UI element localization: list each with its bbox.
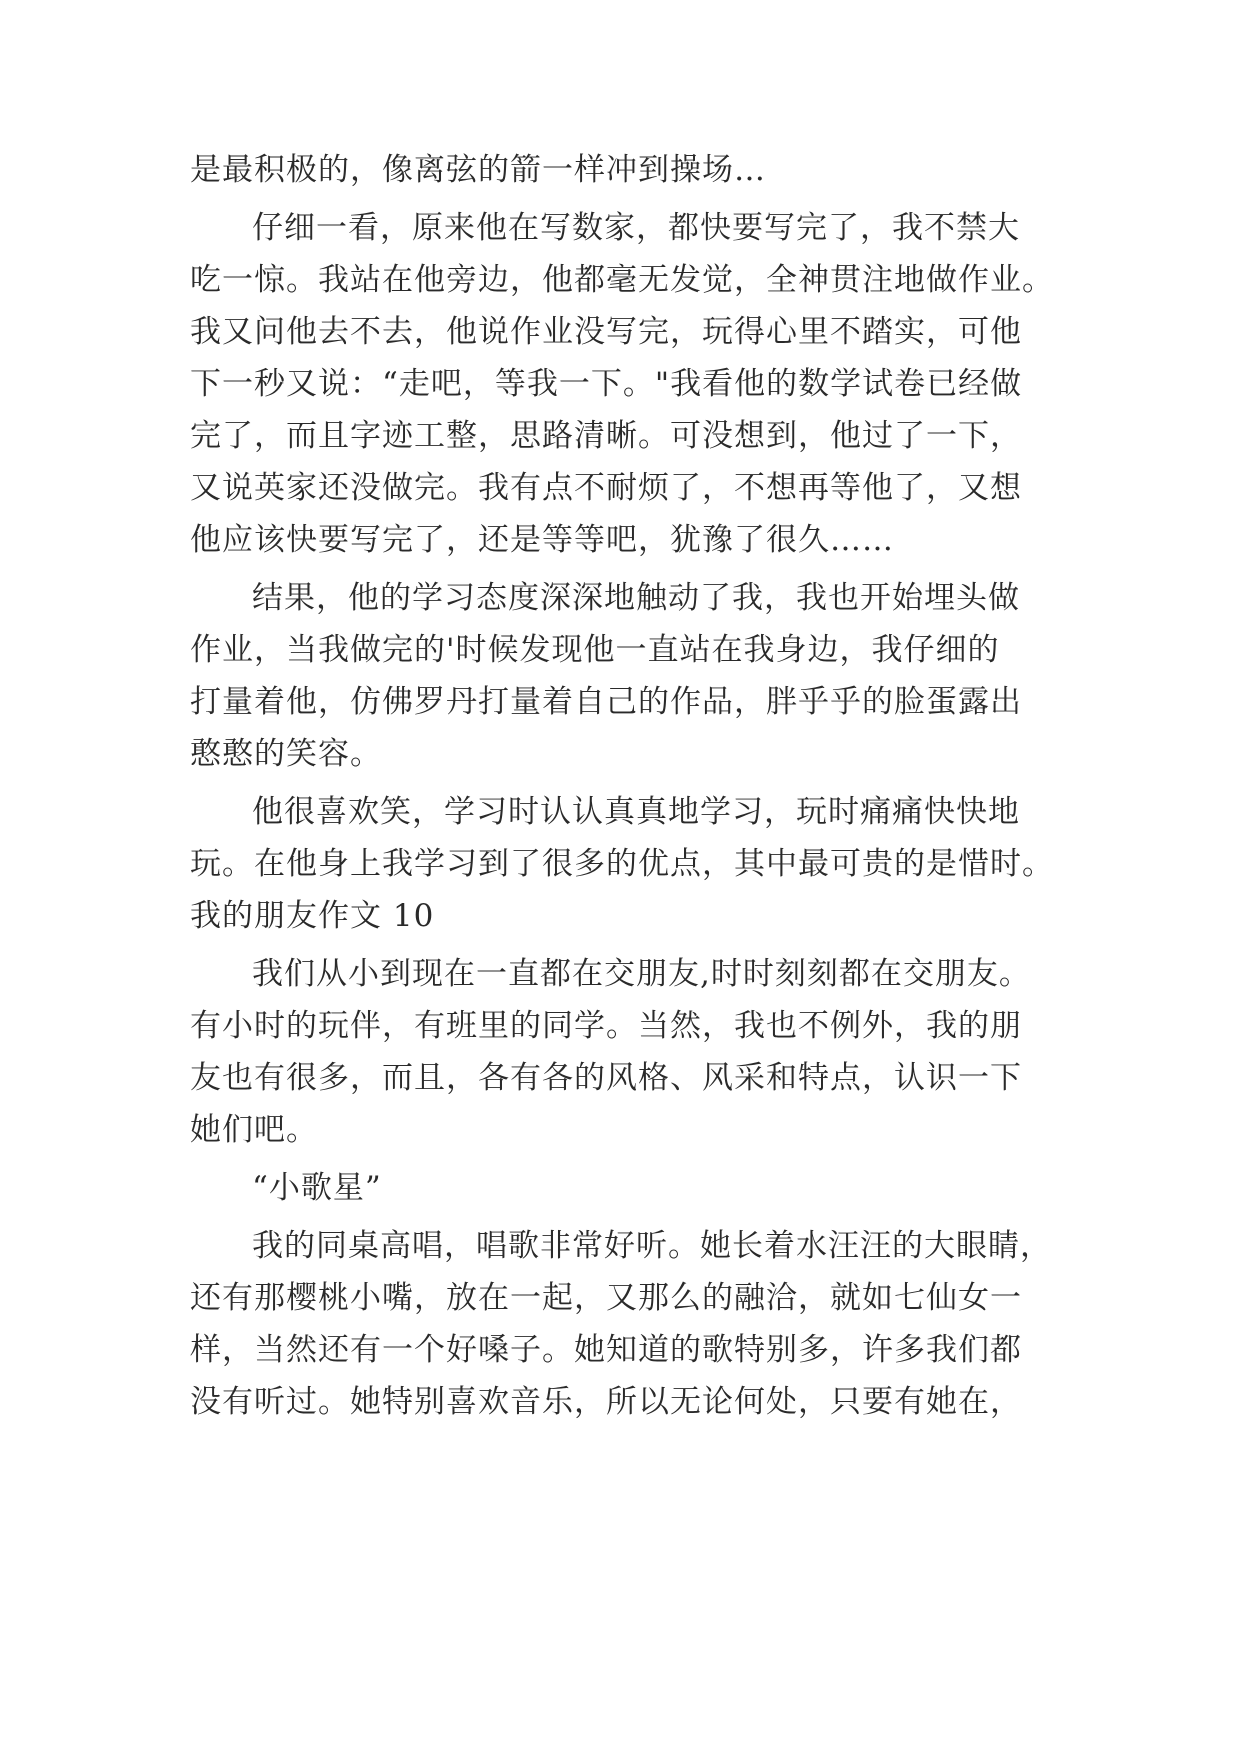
text-line: 打量着他，仿佛罗丹打量着自己的作品，胖乎乎的脸蛋露出 [190,684,1022,720]
text-line: 下一秒又说：“走吧，等我一下。"我看他的数学试卷已经做 [190,366,1023,402]
text-line: 作业，当我做完的'时候发现他一直站在我身边，我仔细的 [190,632,1000,668]
text-line: 又说英家还没做完。我有点不耐烦了，不想再等他了，又想 [190,470,1022,506]
text-line: 吃一惊。我站在他旁边，他都毫无发觉，全神贯注地做作业。 [190,262,1054,298]
text-line: 玩。在他身上我学习到了很多的优点，其中最可贵的是惜时。 [190,846,1054,882]
text-line: 我又问他去不去，他说作业没写完，玩得心里不踏实，可他 [190,314,1022,350]
text-line: 有小时的玩伴，有班里的同学。当然，我也不例外，我的朋 [190,1008,1022,1044]
text-line: 她们吧。 [190,1112,318,1148]
text-line: 还有那樱桃小嘴，放在一起，又那么的融洽，就如七仙女一 [190,1280,1022,1316]
text-line: 友也有很多，而且，各有各的风格、风采和特点，认识一下 [190,1060,1022,1096]
paragraph-start-line: 结果，他的学习态度深深地触动了我，我也开始埋头做 [252,580,1020,616]
text-line: 是最积极的，像离弦的箭一样冲到操场… [190,152,766,188]
text-line: 样，当然还有一个好嗓子。她知道的歌特别多，许多我们都 [190,1332,1022,1368]
text-line: 他应该快要写完了，还是等等吧，犹豫了很久…… [190,522,894,558]
paragraph-start-line: 我的同桌高唱，唱歌非常好听。她长着水汪汪的大眼睛， [252,1228,1052,1264]
text-line: 没有听过。她特别喜欢音乐，所以无论何处，只要有她在， [190,1384,1022,1420]
paragraph-start-line: 他很喜欢笑，学习时认认真真地学习，玩时痛痛快快地 [252,794,1020,830]
section-heading: 我的朋友作文 10 [190,898,435,934]
text-line: 完了，而且字迹工整，思路清晰。可没想到，他过了一下， [190,418,1022,454]
paragraph-start-line: 仔细一看，原来他在写数家，都快要写完了，我不禁大 [252,210,1020,246]
subheading-line: “小歌星” [252,1170,382,1206]
paragraph-start-line: 我们从小到现在一直都在交朋友,时时刻刻都在交朋友。 [252,956,1031,992]
text-line: 憨憨的笑容。 [190,736,382,772]
